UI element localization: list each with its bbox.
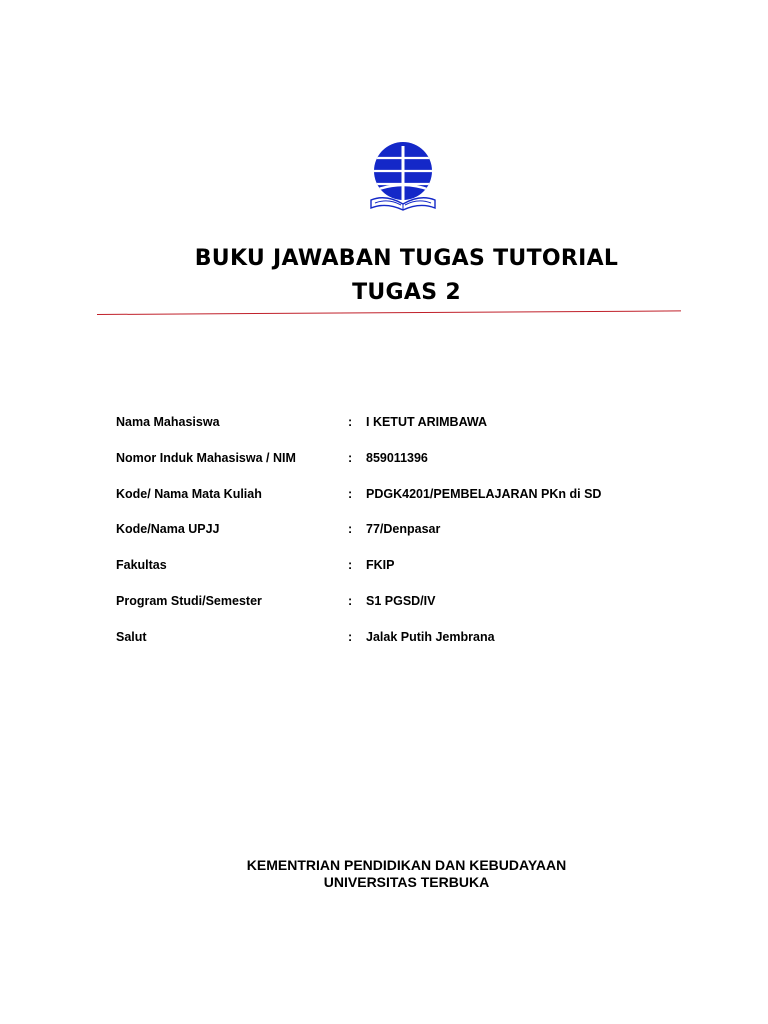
info-value: 859011396 [366, 450, 428, 465]
info-value: FKIP [366, 558, 395, 573]
document-title: BUKU JAWABAN TUGAS TUTORIAL [194, 246, 619, 271]
ut-logo-icon [368, 142, 438, 212]
info-colon: : [348, 486, 353, 501]
info-colon: : [348, 593, 353, 608]
info-row-fakultas [116, 555, 676, 591]
info-row-salut [116, 627, 676, 663]
info-colon: : [348, 629, 353, 644]
info-value: S1 PGSD/IV [366, 593, 436, 608]
info-row-nama [116, 412, 676, 448]
info-value: Jalak Putih Jembrana [366, 629, 495, 644]
info-label: Salut [116, 629, 147, 644]
info-value: PDGK4201/PEMBELAJARAN PKn di SD [366, 486, 602, 501]
document-subtitle: TUGAS 2 [352, 280, 461, 305]
info-value: I KETUT ARIMBAWA [366, 415, 488, 429]
info-label: Kode/Nama UPJJ [116, 522, 220, 537]
info-row-nim [116, 448, 676, 484]
footer-university: UNIVERSITAS TERBUKA [323, 874, 490, 890]
info-label: Nomor Induk Mahasiswa / NIM [116, 450, 296, 465]
info-colon: : [348, 450, 353, 465]
info-colon: : [348, 415, 353, 429]
info-colon: : [348, 522, 353, 537]
info-label: Fakultas [116, 558, 167, 573]
info-label: Nama Mahasiswa [116, 415, 220, 429]
info-row-upjj [116, 519, 676, 555]
info-value: 77/Denpasar [366, 522, 441, 537]
info-label: Kode/ Nama Mata Kuliah [116, 486, 262, 501]
info-row-mata-kuliah [116, 484, 676, 520]
title-divider [97, 310, 681, 315]
student-info-table [116, 412, 676, 663]
footer-ministry: KEMENTRIAN PENDIDIKAN DAN KEBUDAYAAN [246, 857, 567, 873]
info-row-program-studi [116, 591, 676, 627]
info-colon: : [348, 558, 353, 573]
info-label: Program Studi/Semester [116, 593, 262, 608]
